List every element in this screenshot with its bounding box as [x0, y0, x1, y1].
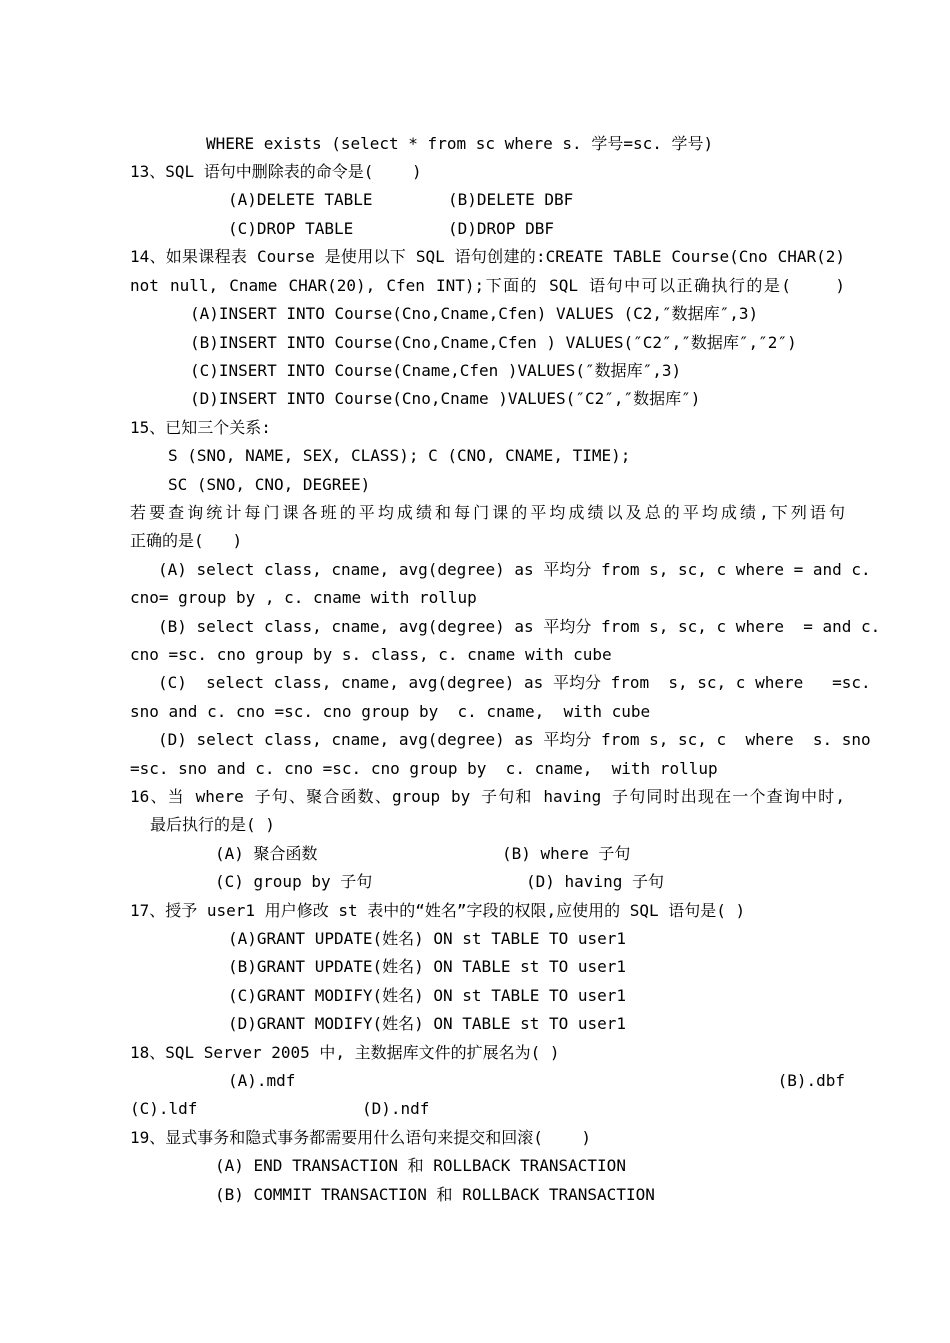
option-18d: (D).ndf [362, 1099, 430, 1118]
option-16b: (B) where 子句 [502, 844, 631, 863]
option-18c: (C).ldf [130, 1099, 198, 1118]
relation-sc: SC (SNO, CNO, DEGREE) [168, 475, 371, 494]
option-14d: (D)INSERT INTO Course(Cno,Cname )VALUES(″C2″,″数据库″) [190, 389, 701, 408]
question-14: 14、如果课程表 Course 是使用以下 SQL 语句创建的:CREATE TABLE Course(Cno CHAR(2) [130, 247, 845, 266]
relation-s-c: S (SNO, NAME, SEX, CLASS); C (CNO, CNAME, TIME); [168, 446, 631, 465]
question-16: 16、当 where 子句、聚合函数、group by 子句和 having 子句同时出现在一个查询中时, [130, 787, 845, 806]
question-17: 17、授予 user1 用户修改 st 表中的“姓名”字段的权限,应使用的 SQL 语句是( ) [130, 901, 746, 920]
option-15c: (C) select class, cname, avg(degree) as 平均分 from s, sc, c where =sc. [158, 673, 871, 692]
option-17d: (D)GRANT MODIFY(姓名) ON TABLE st TO user1 [228, 1014, 627, 1033]
text-line: WHERE exists (select * from sc where s. 学号=sc. 学号) [206, 134, 714, 153]
option-16d: (D) having 子句 [526, 872, 664, 891]
option-15c-cont: sno and c. cno =sc. cno group by c. cname, with cube [130, 702, 651, 721]
option-17a: (A)GRANT UPDATE(姓名) ON st TABLE TO user1 [228, 929, 627, 948]
option-17c: (C)GRANT MODIFY(姓名) ON st TABLE TO user1 [228, 986, 627, 1005]
question-15-text-cont: 正确的是( ) [130, 531, 243, 550]
option-15d-cont: =sc. sno and c. cno =sc. cno group by c. cname, with rollup [130, 759, 718, 778]
question-19: 19、显式事务和隐式事务都需要用什么语句来提交和回滚( ) [130, 1128, 592, 1147]
option-15a: (A) select class, cname, avg(degree) as 平均分 from s, sc, c where = and c. [158, 560, 871, 579]
option-15b-cont: cno =sc. cno group by s. class, c. cname with cube [130, 645, 612, 664]
option-14c: (C)INSERT INTO Course(Cname,Cfen )VALUES(″数据库″,3) [190, 361, 682, 380]
option-18a: (A).mdf [228, 1071, 296, 1090]
option-15d: (D) select class, cname, avg(degree) as 平均分 from s, sc, c where s. sno [158, 730, 871, 749]
option-13b: (B)DELETE DBF [448, 190, 574, 209]
option-15a-cont: cno= group by , c. cname with rollup [130, 588, 477, 607]
question-15-text: 若要查询统计每门课各班的平均成绩和每门课的平均成绩以及总的平均成绩,下列语句 [130, 503, 845, 522]
question-16-cont: 最后执行的是( ) [150, 815, 275, 834]
option-19b: (B) COMMIT TRANSACTION 和 ROLLBACK TRANSACTION [215, 1185, 655, 1204]
option-17b: (B)GRANT UPDATE(姓名) ON TABLE st TO user1 [228, 957, 627, 976]
option-16c: (C) group by 子句 [215, 872, 373, 891]
question-13: 13、SQL 语句中删除表的命令是( ) [130, 162, 422, 181]
option-14b: (B)INSERT INTO Course(Cno,Cname,Cfen ) VALUES(″C2″,″数据库″,″2″) [190, 333, 797, 352]
option-19a: (A) END TRANSACTION 和 ROLLBACK TRANSACTION [215, 1156, 626, 1175]
option-16a: (A) 聚合函数 [215, 844, 318, 863]
option-13a: (A)DELETE TABLE [228, 190, 373, 209]
option-18b: (B).dbf [777, 1071, 845, 1090]
question-15: 15、已知三个关系: [130, 418, 271, 437]
question-18: 18、SQL Server 2005 中, 主数据库文件的扩展名为( ) [130, 1043, 560, 1062]
question-14-cont: not null, Cname CHAR(20), Cfen INT);下面的 SQL 语句中可以正确执行的是( ) [130, 276, 845, 295]
option-13d: (D)DROP DBF [448, 219, 554, 238]
option-14a: (A)INSERT INTO Course(Cno,Cname,Cfen) VALUES (C2,″数据库″,3) [190, 304, 759, 323]
option-13c: (C)DROP TABLE [228, 219, 354, 238]
option-15b: (B) select class, cname, avg(degree) as 平均分 from s, sc, c where = and c. [158, 617, 881, 636]
